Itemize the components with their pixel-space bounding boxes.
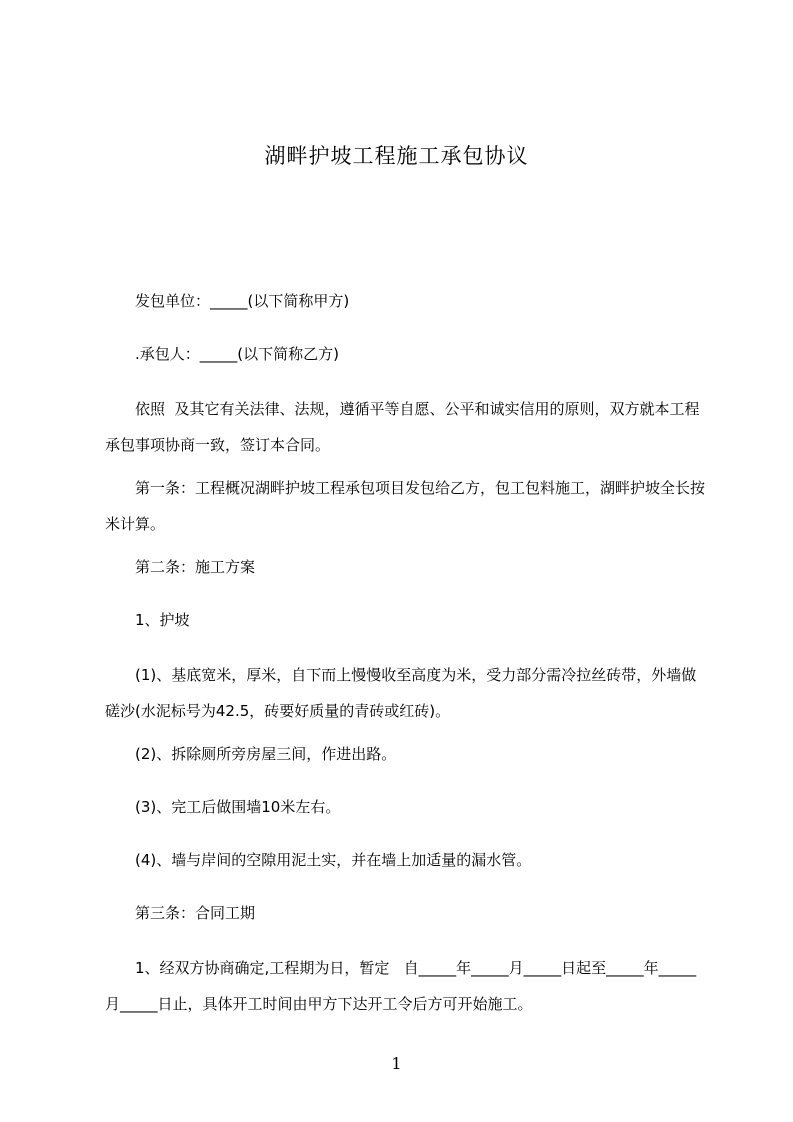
document-title: 湖畔护坡工程施工承包协议 xyxy=(264,144,529,168)
clause-item-3: (3)、完工后做围墙10米左右。 xyxy=(135,798,341,816)
clause-employer: 发包单位：_____(以下简称甲方) xyxy=(135,292,350,310)
clause-article-1: 第一条：工程概况湖畔护坡工程承包项目发包给乙方，包工包料施工，湖畔护坡全长按米计算。 xyxy=(105,479,706,533)
clause-item-1: (1)、基底宽米，厚米，自下而上慢慢收至高度为米，受力部分需冷拉丝砖带，外墙做磋沙(水泥标号为42.5，砖要好质量的青砖或红砖)。 xyxy=(105,666,697,720)
clause-schedule: 1、经双方协商确定,工程期为日，暂定 自_____年_____月_____日起至_____年_____月_____日止，具体开工时间由甲方下达开工令后方可开始施工。 xyxy=(105,959,697,1013)
page-number: 1 xyxy=(391,1054,402,1073)
clause-slope-heading: 1、护坡 xyxy=(135,611,190,629)
clause-contractor: .承包人：_____(以下简称乙方) xyxy=(135,345,339,363)
clause-preamble: 依照 及其它有关法律、法规，遵循平等自愿、公平和诚实信用的原则，双方就本工程承包事项协商一致，签订本合同。 xyxy=(105,400,700,454)
clause-item-4: (4)、墙与岸间的空隙用泥土实，并在墙上加适量的漏水管。 xyxy=(135,851,532,869)
clause-article-3-heading: 第三条：合同工期 xyxy=(135,904,256,922)
clause-article-2-heading: 第二条：施工方案 xyxy=(135,558,256,576)
clause-item-2: (2)、拆除厕所旁房屋三间，作进出路。 xyxy=(135,745,397,763)
